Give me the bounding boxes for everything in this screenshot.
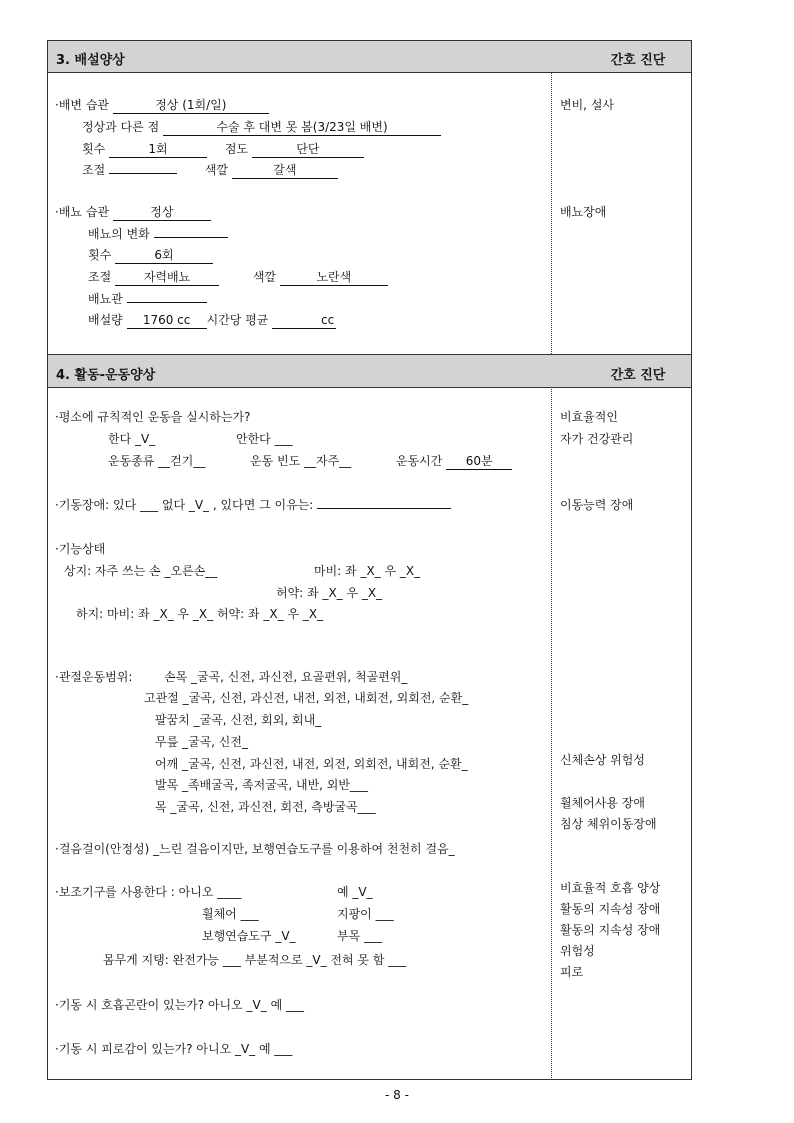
dx-constipation: 변비, 설사 — [560, 98, 614, 112]
section3-header — [48, 41, 691, 73]
fatigue-row: ·기동 시 피로감이 있는가? 아니오 _V_ 예 ___ — [55, 1042, 293, 1056]
hourly-value: cc — [272, 312, 336, 329]
dx-mobility: 이동능력 장애 — [560, 498, 634, 512]
bowel-color-value: 갈색 — [232, 162, 338, 179]
bowel-diff-value: 수술 후 대변 못 봄(3/23일 배변) — [163, 119, 441, 136]
urine-color-value: 노란색 — [280, 269, 388, 286]
gait-row: ·걸음걸이(안정성) _느린 걸음이지만, 보행연습도구를 이용하여 천천히 걸음_ — [55, 842, 455, 856]
dx-self-health: 자가 건강관리 — [560, 432, 634, 446]
dx-breathing: 비효율적 호흡 양상 — [560, 881, 661, 895]
upper-limb-row: 상지: 자주 쓰는 손 _오른손__ — [64, 564, 218, 578]
bowel-diff-row: 정상과 다른 점 수술 후 대변 못 봄(3/23일 배변) — [82, 119, 441, 136]
urine-control-value: 자력배뇨 — [115, 269, 219, 286]
aid-brace: 부목 ___ — [337, 929, 382, 943]
dx-bed-mobility: 침상 체위이동장애 — [560, 817, 657, 831]
bowel-habit-row: ·배변 습관 정상 (1회/일) — [55, 97, 269, 114]
bowel-control-row: 조절 색깔 갈색 — [82, 162, 338, 179]
catheter-row: 배뇨관 — [88, 291, 207, 307]
section4-title: 4. 활동-운동양상 — [56, 368, 156, 383]
rom-neck: 목 _굴곡, 신전, 과신전, 회전, 측방굴곡___ — [155, 800, 376, 814]
rom-wrist: 손목 _굴곡, 신전, 과신전, 요골편위, 척골편위_ — [164, 670, 408, 684]
page-number: - 8 - — [385, 1088, 409, 1102]
column-divider — [551, 40, 552, 1080]
mobility-reason — [317, 508, 451, 509]
mobility-row: ·기동장애: 있다 ___ 없다 _V_ , 있다면 그 이유는: — [55, 497, 451, 513]
exercise-time-row: 운동시간 60분 — [396, 453, 512, 470]
section3-dx-header: 간호 진단 — [610, 53, 666, 68]
urine-freq-row: 횟수 6회 — [88, 247, 213, 264]
section4-dx-header: 간호 진단 — [610, 368, 666, 383]
output-row: 배설량 1760 cc 시간당 평균 cc — [88, 313, 335, 327]
urine-change-row: 배뇨의 변화 — [88, 226, 228, 242]
rom-knee: 무릎 _굴곡, 신전_ — [155, 735, 248, 749]
function-label: ·기능상태 — [55, 542, 106, 556]
aid-wheelchair: 휠체어 ___ — [202, 907, 259, 921]
urine-control-row: 조절 자력배뇨 색깔 노란색 — [88, 269, 388, 286]
aid-cane: 지팡이 ___ — [337, 907, 394, 921]
rom-elbow: 팔꿈치 _굴곡, 신전, 회외, 회내_ — [155, 713, 322, 727]
urine-change-value — [154, 237, 228, 238]
aid-yes: 예 _V_ — [337, 885, 373, 899]
upper-limb-paralysis: 마비: 좌 _X_ 우 _X_ — [314, 564, 421, 578]
dyspnea-row: ·기동 시 호흡곤란이 있는가? 아니오 _V_ 예 ___ — [55, 998, 304, 1012]
catheter-value — [127, 302, 207, 303]
rom-ankle: 발목 _족배굴곡, 족저굴곡, 내반, 외반___ — [155, 778, 368, 792]
dx-wheelchair: 휠체어사용 장애 — [560, 796, 645, 810]
aid-walker: 보행연습도구 _V_ — [202, 929, 296, 943]
exercise-type: 운동종류 __걷기__ — [108, 454, 206, 468]
exercise-question: ·평소에 규칙적인 운동을 실시하는가? — [55, 410, 251, 424]
urine-habit-row: ·배뇨 습관 정상 — [55, 204, 211, 221]
lower-limb-row: 하지: 마비: 좌 _X_ 우 _X_ 허약: 좌 _X_ 우 _X_ — [76, 607, 324, 621]
dx-activity-2: 활동의 지속성 장애 — [560, 923, 661, 937]
bowel-freq-value: 1회 — [109, 141, 207, 158]
bowel-habit-value: 정상 (1회/일) — [113, 97, 269, 114]
upper-limb-weakness: 허약: 좌 _X_ 우 _X_ — [276, 586, 383, 600]
section3-title: 3. 배설양상 — [56, 53, 125, 68]
bowel-freq-row: 횟수 1회 점도 단단 — [82, 141, 364, 158]
exercise-yes: 한다 _V_ — [108, 432, 156, 446]
dx-activity-1: 활동의 지속성 장애 — [560, 902, 661, 916]
exercise-time-value: 60분 — [446, 453, 512, 470]
bowel-control-value — [109, 173, 177, 174]
dx-inefficient: 비효율적인 — [560, 410, 618, 424]
rom-label: ·관절운동범위: — [55, 670, 133, 684]
urine-freq-value: 6회 — [115, 247, 213, 264]
dx-injury-risk: 신체손상 위험성 — [560, 753, 645, 767]
weight-bearing-row: 몸무게 지탱: 완전가능 ___ 부분적으로 _V_ 전혀 못 함 ___ — [103, 953, 407, 967]
aid-row: ·보조기구를 사용한다 : 아니오 ____ — [55, 885, 242, 899]
dx-fatigue: 피로 — [560, 965, 584, 979]
exercise-frequency: 운동 빈도 __자주__ — [250, 454, 352, 468]
output-value: 1760 cc — [127, 312, 207, 329]
rom-shoulder: 어깨 _굴곡, 신전, 과신전, 내전, 외전, 외회전, 내회전, 순환_ — [155, 757, 468, 771]
urine-habit-value: 정상 — [113, 204, 211, 221]
section4-header — [48, 354, 691, 388]
bowel-consist-value: 단단 — [252, 141, 364, 158]
rom-hip: 고관절 _굴곡, 신전, 과신전, 내전, 외전, 내회전, 외회전, 순환_ — [144, 691, 469, 705]
dx-risk: 위험성 — [560, 944, 595, 958]
dx-urination: 배뇨장애 — [560, 205, 607, 219]
exercise-no: 안한다 ___ — [236, 432, 293, 446]
